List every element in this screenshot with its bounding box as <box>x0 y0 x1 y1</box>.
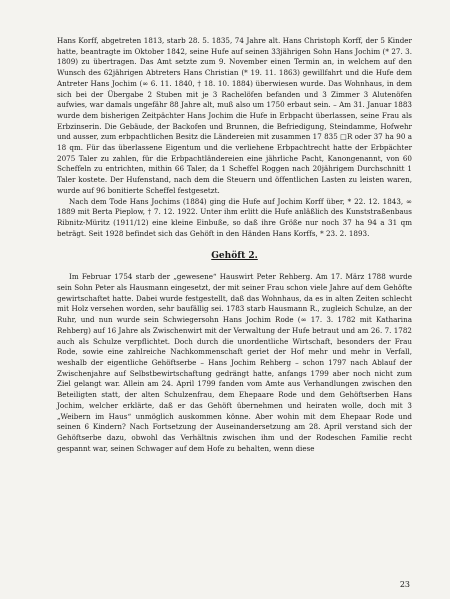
paragraph-hufe-korff: Hans Korff, abgetreten 1813, starb 28. 5. 1835, 74 Jahre alt. Hans Christoph Korff, der 5 Kinder hatte, beantragte im Oktober 1842, seine Hufe auf seinen 33jährigen Sohn Hans Jochim (* 27. 3. 1809) zu übertragen. Das Amt setzte zum 9. November einen Termin an, in welchem auf den Wunsch des 62jährigen Abtreters Hans Christian (* 19. 11. 1863) gewillfahrt und die Hufe dem Antreter Hans Jochim (∞ 6. 11. 1840, † 18. 10. 1884) überwiesen wurde. Das Wohnhaus, in dem sich bei der Übergabe 2 Stuben mit je 3 Rachelöfen befanden und 3 Zimmer 3 Alutenöfen aufwies, war damals ungefähr 88 Jahre alt, muß also um 1750 erbaut sein. – Am 31. Januar 1883 wurde dem bisherigen Zeitpächter Hans Jochim die Hufe in Erbpacht überlassen, seine Frau als Erbzinserin. Die Gebäude, der Backofen und Brunnen, die Befriedigung, Steindamme, Hofwehr und ausser, zum erbpachtlichen Besitz die Ländereien mit zusammen 17 835 □R oder 37 ha 90 a 18 qm. Für das überlassene Eigentum und die verliehene Erbpachtrecht hatte der Erbpächter 2075 Taler zu zahlen, für die Erbpachtländereien eine jährliche Pacht, Kanongenannt, von 60 Scheffeln zu entrichten, mithin 66 Taler, da 1 Scheffel Roggen nach 20jährigem Durchschnitt 1 Taler kostete. Der Hufenstand, nach dem die Steuern und öffentlichen Lasten zu leisten waren, wurde auf 96 bonitierte Scheffel festgesetzt. <box>57 36 412 195</box>
page-number: 23 <box>399 580 410 589</box>
paragraph-gehoeft-2: Im Februar 1754 starb der „gewesene“ Hauswirt Peter Rehberg. Am 17. März 1788 wurde sein Sohn Peter als Hausmann eingesetzt, der mit seiner Frau schon viele Jahre auf dem Gehöfte gewirtschaftet hatte. Dabei wurde festgestellt, daß das Wohnhaus, da es in alten Zeiten schlecht mit Holz versehen worden, sehr baufällig sei. 1783 starb Hausmann R., zugleich Schulze, an der Ruhr, und nun wurde sein Schwiegersohn Hans Jochim Rode (∞ 17. 3. 1782 mit Katharina Rehberg) auf 16 Jahre als Zwischenwirt mit der Verwaltung der Hufe betraut und am 26. 7. 1782 auch als Schulze verpflichtet. Doch durch die unordentliche Wirtschaft, besonders der Frau Rode, sowie eine zahlreiche Nachkommenschaft geriet der Hof mehr und mehr in Verfall, weshalb der eigentliche Gehöftserbe – Hans Jochim Rehberg – schon 1797 nach Ablauf der Zwischenjahre auf Selbstbewirtschaftung gedrängt hatte, anfangs 1799 aber noch nicht zum Ziel gelangt war. Allein am 24. April 1799 fanden vom Amte aus Verhandlungen zwischen den Beteiligten statt, der alten Schulzenfrau, dem Ehepaare Rode und dem Gehöftserben Hans Jochim, welcher erklärte, daß er das Gehöft übernehmen und heiraten wolle, doch mit 3 „Weibern im Haus“ unmöglich auskommen könne. Aber wohin mit dem Ehepaar Rode und seinen 6 Kindern? Nach Fortsetzung der Auseinandersetzung am 28. April verstand sich der Gehöftserbe dazu, obwohl das Verhältnis zwischen ihm und der Rodeschen Familie recht gespannt war, seinen Schwager auf dem Hofe zu behalten, wenn diese <box>57 272 412 453</box>
paragraph-nach-dem-tode: Nach dem Tode Hans Jochims (1884) ging die Hufe auf Jochim Korff über, * 22. 12. 1843, ∞ 1889 mit Berta Pieplow, † 7. 12. 1922. Unter ihm erlitt die Hufe anläßlich des Kunststraßenbaus Ribnitz-Müritz (1911/12) eine kleine Einbuße, so daß ihre Größe nur noch 37 ha 94 a 31 qm beträgt. Seit 1928 befindet sich das Gehöft in den Händen Hans Korffs, * 23. 2. 1893. <box>57 196 412 238</box>
section-heading-gehoeft-2: Gehöft 2. <box>211 251 258 262</box>
